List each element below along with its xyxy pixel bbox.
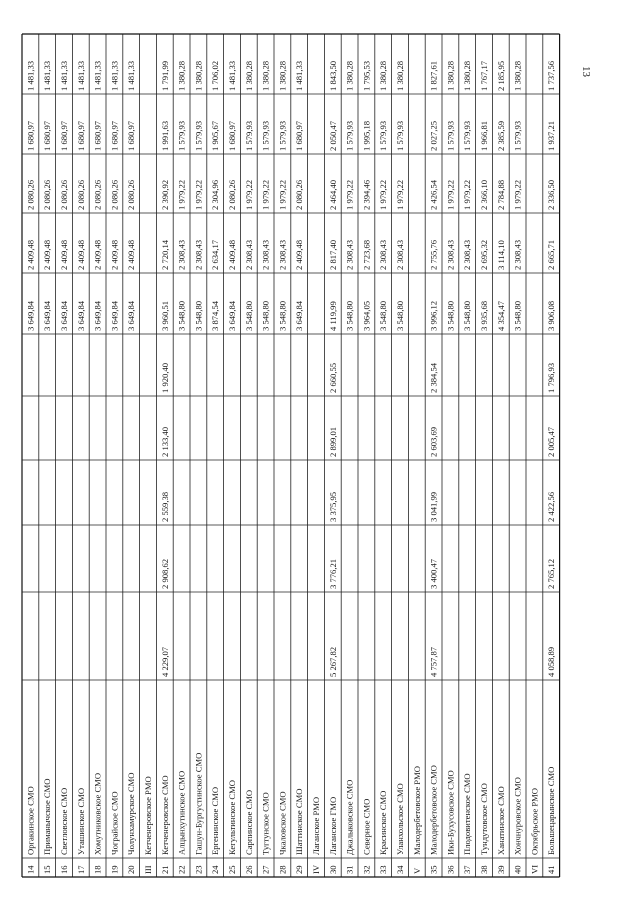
value-cell: 1 767,17 <box>479 60 489 91</box>
value-cell: 2 385,59 <box>495 120 506 151</box>
value-cell: 1 966,81 <box>479 120 489 151</box>
value-cell: 1 843,50 <box>327 60 338 91</box>
settlement-name: Октябрьское РМО <box>529 788 540 855</box>
value-cell: 1 380,28 <box>462 60 473 91</box>
value-cell: 1 979,22 <box>277 179 288 210</box>
row-number: 22 <box>176 865 187 874</box>
value-cell: 2 080,26 <box>227 179 237 210</box>
settlement-name: Красинское СМО <box>378 790 389 855</box>
value-cell: 3 960,51 <box>159 300 170 331</box>
value-cell: 3 649,84 <box>92 300 103 331</box>
value-cell: 1 579,93 <box>395 120 405 151</box>
settlement-name: Светловское СМО <box>59 787 69 855</box>
value-cell: 3 649,84 <box>294 300 305 331</box>
row-number: 17 <box>75 865 86 874</box>
row-number: 27 <box>260 865 271 874</box>
row-number: 39 <box>495 865 506 874</box>
value-cell: 2 308,43 <box>512 239 523 270</box>
value-cell: 1 481,33 <box>25 60 36 91</box>
value-cell: 4 229,07 <box>159 646 170 677</box>
settlement-name: Чограйское СМО <box>109 791 120 855</box>
value-cell: 3 906,08 <box>546 300 557 331</box>
value-cell: 1 481,33 <box>126 60 137 91</box>
value-cell: 2 308,43 <box>378 239 389 270</box>
value-cell: 2 817,40 <box>327 239 338 270</box>
value-cell: 2 390,92 <box>159 179 170 210</box>
value-cell: 1 481,33 <box>75 60 86 91</box>
settlement-name: Лаганское ГМО <box>327 796 338 855</box>
value-cell: 2 080,26 <box>109 179 120 210</box>
row-number: IV <box>311 864 321 874</box>
row-number: 36 <box>445 865 456 874</box>
value-cell: 2 394,46 <box>361 179 372 210</box>
value-cell: 1 795,53 <box>361 60 372 91</box>
row-number: 16 <box>59 865 69 874</box>
value-cell: 2 559,38 <box>159 491 170 522</box>
value-cell: 2 409,48 <box>25 239 36 270</box>
value-cell: 3 548,80 <box>378 300 389 331</box>
settlement-name: Северное СМО <box>361 798 372 855</box>
value-cell: 1 579,93 <box>512 120 523 151</box>
value-cell: 4 757,87 <box>428 646 439 677</box>
value-cell: 2 784,88 <box>495 179 506 210</box>
row-number: V <box>411 867 422 874</box>
value-cell: 2 695,32 <box>479 239 489 270</box>
value-cell: 1 979,22 <box>260 179 271 210</box>
value-cell: 3 548,80 <box>344 300 355 331</box>
value-cell: 1 937,21 <box>546 120 557 151</box>
value-cell: 2 409,48 <box>109 239 120 270</box>
value-cell: 1 380,28 <box>378 60 389 91</box>
settlement-name: Приманычское СМО <box>42 778 53 855</box>
value-cell: 3 649,84 <box>227 300 237 331</box>
value-cell: 1 579,93 <box>378 120 389 151</box>
value-cell: 3 375,95 <box>327 491 338 522</box>
value-cell: 3 649,84 <box>25 300 36 331</box>
settlement-name: Шаттинское СМО <box>294 788 305 855</box>
value-cell: 3 114,10 <box>495 240 506 270</box>
value-cell: 1 706,02 <box>210 60 221 91</box>
value-cell: 3 400,47 <box>428 558 439 589</box>
value-cell: 3 996,12 <box>428 300 439 331</box>
row-number: 28 <box>277 865 288 874</box>
value-cell: 2 308,43 <box>462 239 473 270</box>
value-cell: 1 481,33 <box>109 60 120 91</box>
value-cell: 2 409,48 <box>75 239 86 270</box>
value-cell: 1 979,22 <box>512 179 523 210</box>
row-number: III <box>143 865 153 874</box>
row-number: 33 <box>378 865 389 874</box>
value-cell: 2 080,26 <box>126 179 137 210</box>
settlement-name: Тундутовское СМО <box>479 783 489 855</box>
settlement-name: Малодербетовское СМО <box>428 765 439 855</box>
row-number: 31 <box>344 865 355 874</box>
row-number: 40 <box>512 865 523 874</box>
value-cell: 2 304,96 <box>210 179 221 210</box>
value-cell: 2 384,54 <box>428 362 439 393</box>
row-number: 26 <box>243 865 254 874</box>
value-cell: 3 649,84 <box>42 300 53 331</box>
value-cell: 1 995,18 <box>361 120 372 151</box>
value-cell: 1 680,97 <box>59 120 69 151</box>
value-cell: 1 380,28 <box>193 60 204 91</box>
row-number: 18 <box>92 865 103 874</box>
value-cell: 1 380,28 <box>395 60 405 91</box>
settlement-name: Гашун-Бургустинское СМО <box>193 752 204 855</box>
settlement-name: Оргакинское СМО <box>25 786 36 855</box>
value-cell: 1 380,28 <box>260 60 271 91</box>
row-number: 19 <box>109 865 120 874</box>
value-cell: 3 649,84 <box>126 300 137 331</box>
value-cell: 1 579,93 <box>277 120 288 151</box>
settlement-name: Чолунхамурское СМО <box>126 772 137 855</box>
settlement-name: Тугтунское СМО <box>260 792 271 855</box>
value-cell: 2 765,12 <box>546 558 557 589</box>
value-cell: 2 409,48 <box>294 239 305 270</box>
row-number: 23 <box>193 865 204 874</box>
settlement-name: Большецарынское СМО <box>546 766 557 855</box>
value-cell: 3 548,80 <box>277 300 288 331</box>
value-cell: 1 579,93 <box>445 120 456 151</box>
value-cell: 1 791,99 <box>159 60 170 91</box>
value-cell: 1 979,22 <box>344 179 355 210</box>
row-number: 34 <box>395 865 405 874</box>
settlement-name: Сарпинское СМО <box>243 789 254 855</box>
value-cell: 1 380,28 <box>243 60 254 91</box>
value-cell: 3 964,05 <box>361 300 372 331</box>
row-number: 15 <box>42 865 53 874</box>
value-cell: 1 579,93 <box>176 120 187 151</box>
value-cell: 2 308,43 <box>176 239 187 270</box>
value-cell: 3 649,84 <box>109 300 120 331</box>
value-cell: 1 481,33 <box>294 60 305 91</box>
value-cell: 1 380,28 <box>445 60 456 91</box>
settlement-name: Уташинское СМО <box>75 787 86 855</box>
row-number: 30 <box>327 865 338 874</box>
settlement-name: Малодербетовское РМО <box>411 766 422 855</box>
value-cell: 1 579,93 <box>260 120 271 151</box>
value-cell: 2 409,48 <box>126 239 137 270</box>
value-cell: 3 548,80 <box>395 300 405 331</box>
value-cell: 1 796,93 <box>546 362 557 393</box>
value-cell: 3 548,80 <box>462 300 473 331</box>
value-cell: 2 133,40 <box>159 426 170 457</box>
value-cell: 2 185,95 <box>495 60 506 91</box>
value-cell: 1 920,40 <box>159 362 170 393</box>
settlement-name: Кетченеровское РМО <box>143 776 153 855</box>
value-cell: 2 336,50 <box>546 179 557 210</box>
settlement-name: Ергенинское СМО <box>210 786 221 855</box>
settlement-name: Лаганское РМО <box>311 796 321 855</box>
settlement-name: Ики-Бухусовское СМО <box>445 770 456 855</box>
value-cell: 1 991,63 <box>159 120 170 151</box>
value-cell: 1 680,97 <box>92 120 103 151</box>
value-cell: 1 680,97 <box>294 120 305 151</box>
value-cell: 1 979,22 <box>462 179 473 210</box>
value-cell: 2 050,47 <box>327 120 338 151</box>
value-cell: 2 308,43 <box>395 239 405 270</box>
value-cell: 2 080,26 <box>75 179 86 210</box>
value-cell: 4 058,89 <box>546 646 557 677</box>
value-cell: 3 874,54 <box>210 300 221 331</box>
settlement-name: Плодовитенское СМО <box>462 773 473 855</box>
value-cell: 2 723,68 <box>361 239 372 270</box>
value-cell: 3 776,21 <box>327 558 338 589</box>
page-number: 13 <box>580 66 592 77</box>
value-cell: 2 665,71 <box>546 239 557 270</box>
value-cell: 1 680,97 <box>25 120 36 151</box>
value-cell: 1 680,97 <box>227 120 237 151</box>
value-cell: 2 308,43 <box>445 239 456 270</box>
value-cell: 3 935,68 <box>479 300 489 331</box>
row-number: 24 <box>210 865 221 874</box>
row-number: 21 <box>159 865 170 874</box>
value-cell: 2 660,55 <box>327 362 338 393</box>
value-cell: 2 899,01 <box>327 426 338 457</box>
settlement-name: Хончнуровское СМО <box>512 777 523 855</box>
settlement-name: Кегультинское СМО <box>227 780 237 855</box>
value-cell: 1 979,22 <box>395 179 405 210</box>
value-cell: 3 548,80 <box>512 300 523 331</box>
settlement-name: Чкаловское СМО <box>277 791 288 855</box>
row-number: 29 <box>294 865 305 874</box>
value-cell: 1 380,28 <box>344 60 355 91</box>
value-cell: 2 409,48 <box>42 239 53 270</box>
value-cell: 2 308,43 <box>344 239 355 270</box>
value-cell: 3 649,84 <box>59 300 69 331</box>
value-cell: 4 119,99 <box>327 301 338 331</box>
settlement-name: Хомутниковское СМО <box>92 772 103 855</box>
value-cell: 1 579,93 <box>243 120 254 151</box>
value-cell: 2 308,43 <box>260 239 271 270</box>
value-cell: 2 080,26 <box>42 179 53 210</box>
value-cell: 2 080,26 <box>25 179 36 210</box>
value-cell: 2 422,56 <box>546 491 557 522</box>
value-cell: 1 481,33 <box>92 60 103 91</box>
value-cell: 1 380,28 <box>176 60 187 91</box>
settlement-name: Уланхольское СМО <box>395 783 405 855</box>
row-number: 41 <box>546 865 557 874</box>
row-number: 20 <box>126 865 137 874</box>
value-cell: 1 827,61 <box>428 60 439 91</box>
value-cell: 2 308,43 <box>243 239 254 270</box>
value-cell: 1 979,22 <box>378 179 389 210</box>
value-cell: 1 680,97 <box>75 120 86 151</box>
value-cell: 2 080,26 <box>294 179 305 210</box>
value-cell: 1 979,22 <box>243 179 254 210</box>
value-cell: 2 005,47 <box>546 426 557 457</box>
value-cell: 1 380,28 <box>277 60 288 91</box>
value-cell: 3 548,80 <box>176 300 187 331</box>
settlement-name: Джалыковское СМО <box>344 779 355 855</box>
value-cell: 1 905,67 <box>210 120 221 151</box>
value-cell: 1 680,97 <box>126 120 137 151</box>
value-cell: 3 548,80 <box>193 300 204 331</box>
value-cell: 2 308,43 <box>277 239 288 270</box>
value-cell: 2 308,43 <box>193 239 204 270</box>
value-cell: 3 548,80 <box>243 300 254 331</box>
settlement-name: Кетченеровское СМО <box>159 775 170 855</box>
value-cell: 2 366,10 <box>479 179 489 210</box>
value-cell: 2 080,26 <box>59 179 69 210</box>
value-cell: 5 267,82 <box>327 646 338 677</box>
row-number: 37 <box>462 865 473 874</box>
settlement-name: Ханатинское СМО <box>495 786 506 855</box>
value-cell: 2 027,25 <box>428 120 439 151</box>
row-number: 14 <box>25 865 36 874</box>
value-cell: 2 409,48 <box>92 239 103 270</box>
row-number: 35 <box>428 865 439 874</box>
value-cell: 1 979,22 <box>445 179 456 210</box>
value-cell: 1 579,93 <box>344 120 355 151</box>
value-cell: 2 908,62 <box>159 558 170 589</box>
value-cell: 1 737,56 <box>546 60 557 91</box>
value-cell: 1 680,97 <box>42 120 53 151</box>
value-cell: 1 481,33 <box>227 60 237 91</box>
table-grid <box>22 34 560 877</box>
value-cell: 2 409,48 <box>227 239 237 270</box>
value-cell: 3 548,80 <box>445 300 456 331</box>
row-number: 25 <box>227 865 237 874</box>
value-cell: 1 380,28 <box>512 60 523 91</box>
value-cell: 1 979,22 <box>193 179 204 210</box>
value-cell: 2 634,17 <box>210 239 221 270</box>
value-cell: 3 649,84 <box>75 300 86 331</box>
value-cell: 2 464,40 <box>327 179 338 210</box>
value-cell: 2 426,54 <box>428 179 439 210</box>
value-cell: 2 720,14 <box>159 239 170 270</box>
value-cell: 1 481,33 <box>59 60 69 91</box>
value-cell: 2 080,26 <box>92 179 103 210</box>
row-number: 38 <box>479 865 489 874</box>
value-cell: 2 603,69 <box>428 426 439 457</box>
value-cell: 1 481,33 <box>42 60 53 91</box>
value-cell: 4 354,47 <box>495 300 506 331</box>
row-number: VI <box>529 864 540 874</box>
settlement-name: Алцынхутинское СМО <box>176 770 187 855</box>
row-number: 32 <box>361 865 372 874</box>
value-cell: 2 755,76 <box>428 239 439 270</box>
value-cell: 1 680,97 <box>109 120 120 151</box>
value-cell: 1 579,93 <box>462 120 473 151</box>
value-cell: 1 979,22 <box>176 179 187 210</box>
value-cell: 3 548,80 <box>260 300 271 331</box>
value-cell: 1 579,93 <box>193 120 204 151</box>
value-cell: 3 041,99 <box>428 491 439 522</box>
value-cell: 2 409,48 <box>59 239 69 270</box>
